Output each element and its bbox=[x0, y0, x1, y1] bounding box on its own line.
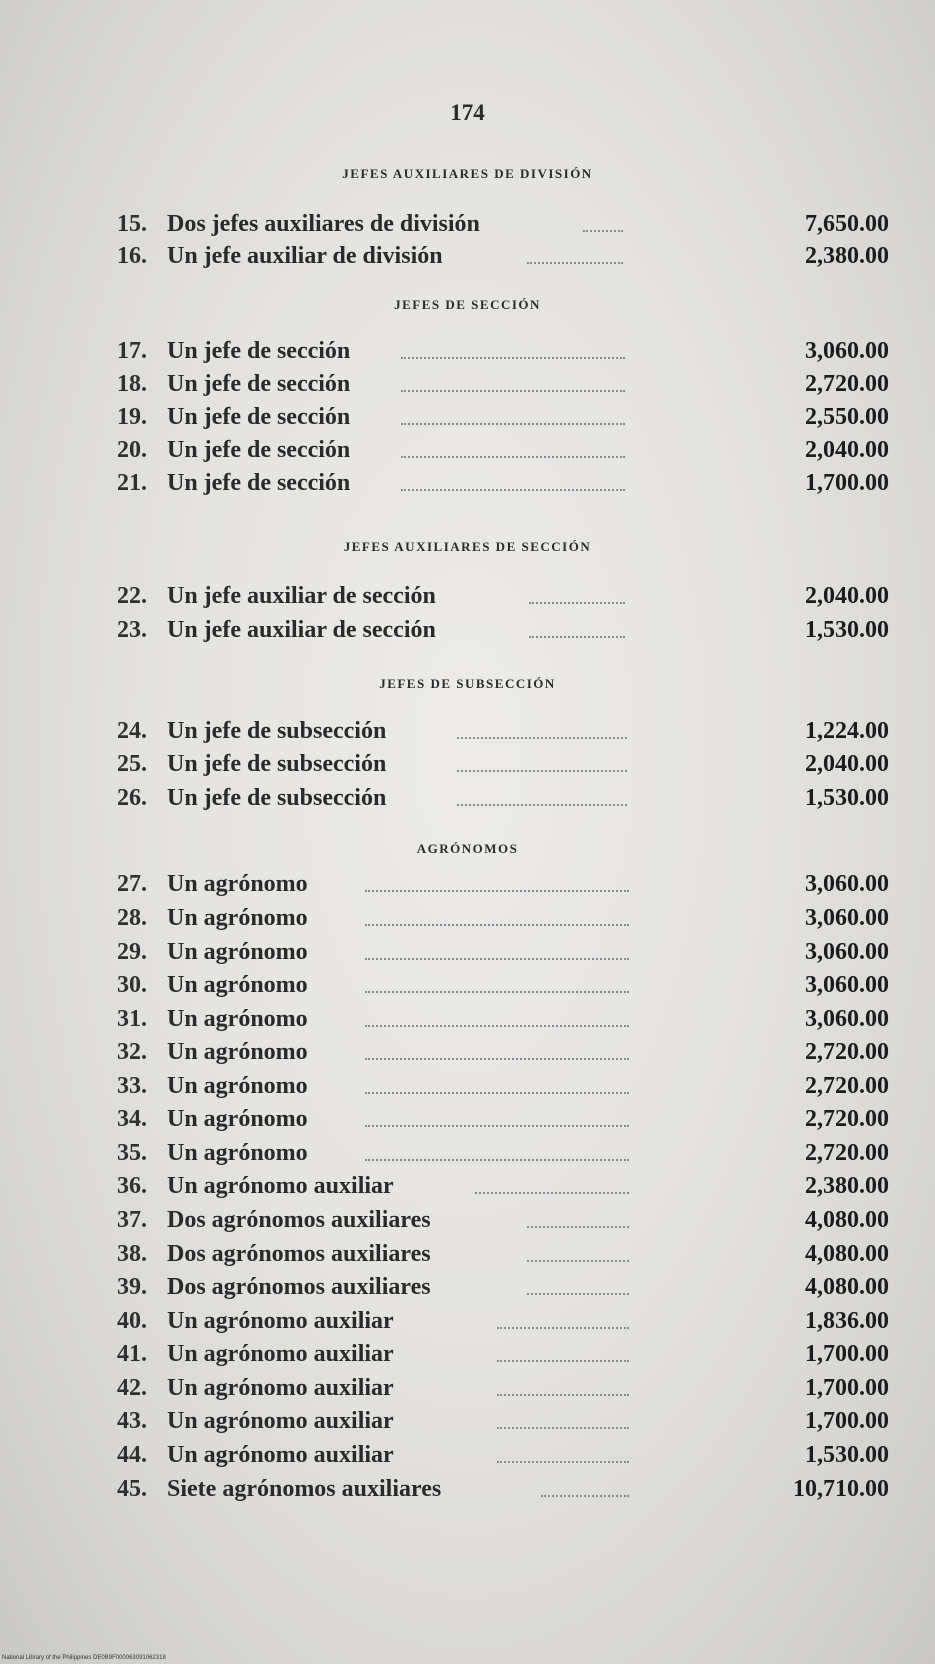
list-item bbox=[117, 868, 889, 900]
list-item bbox=[117, 902, 889, 934]
item-number: 37. bbox=[117, 1207, 147, 1233]
item-description: Un jefe de sección bbox=[167, 404, 351, 430]
item-amount: 1,700.00 bbox=[805, 1408, 889, 1434]
list-item bbox=[117, 1372, 889, 1404]
item-amount: 2,380.00 bbox=[805, 1173, 889, 1199]
item-number: 22. bbox=[117, 583, 147, 609]
dot-leader bbox=[527, 260, 623, 264]
item-number: 40. bbox=[117, 1308, 147, 1334]
item-amount: 1,530.00 bbox=[805, 1442, 889, 1468]
item-amount: 2,040.00 bbox=[805, 583, 889, 609]
list-item bbox=[117, 969, 889, 1001]
item-amount: 7,650.00 bbox=[805, 211, 889, 237]
list-item bbox=[117, 748, 889, 780]
item-description: Un agrónomo auxiliar bbox=[167, 1173, 394, 1199]
item-amount: 1,836.00 bbox=[805, 1308, 889, 1334]
item-amount: 2,720.00 bbox=[805, 1140, 889, 1166]
dot-leader bbox=[365, 1056, 629, 1060]
list-item bbox=[117, 1473, 889, 1505]
item-amount: 10,710.00 bbox=[793, 1476, 889, 1502]
item-number: 26. bbox=[117, 785, 147, 811]
item-amount: 4,080.00 bbox=[805, 1207, 889, 1233]
dot-leader bbox=[497, 1425, 629, 1429]
item-description: Un jefe auxiliar de división bbox=[167, 243, 443, 269]
item-description: Un jefe auxiliar de sección bbox=[167, 583, 436, 609]
item-description: Un agrónomo bbox=[167, 972, 308, 998]
item-amount: 3,060.00 bbox=[805, 871, 889, 897]
item-amount: 3,060.00 bbox=[805, 972, 889, 998]
list-item bbox=[117, 936, 889, 968]
dot-leader bbox=[497, 1392, 629, 1396]
list-item bbox=[117, 1271, 889, 1303]
item-description: Un agrónomo bbox=[167, 905, 308, 931]
section-heading-jefes-auxiliares-seccion: JEFES AUXILIARES DE SECCIÓN bbox=[343, 539, 592, 554]
item-description: Dos agrónomos auxiliares bbox=[167, 1207, 431, 1233]
item-number: 18. bbox=[117, 371, 147, 397]
item-amount: 1,700.00 bbox=[805, 1375, 889, 1401]
item-description: Un jefe de subsección bbox=[167, 785, 387, 811]
list-item bbox=[117, 1036, 889, 1068]
item-description: Un agrónomo bbox=[167, 939, 308, 965]
item-number: 19. bbox=[117, 404, 147, 430]
list-item bbox=[117, 401, 889, 433]
item-number: 24. bbox=[117, 718, 147, 744]
item-amount: 1,530.00 bbox=[805, 617, 889, 643]
item-description: Un agrónomo bbox=[167, 1006, 308, 1032]
item-amount: 3,060.00 bbox=[805, 1006, 889, 1032]
dot-leader bbox=[401, 421, 625, 425]
item-number: 31. bbox=[117, 1006, 147, 1032]
item-description: Dos agrónomos auxiliares bbox=[167, 1241, 431, 1267]
dot-leader bbox=[497, 1459, 629, 1463]
item-description: Siete agrónomos auxiliares bbox=[167, 1476, 442, 1502]
section-heading-jefes-seccion: JEFES DE SECCIÓN bbox=[394, 297, 541, 312]
dot-leader bbox=[527, 1291, 629, 1295]
item-description: Un agrónomo bbox=[167, 1039, 308, 1065]
item-amount: 2,040.00 bbox=[805, 751, 889, 777]
item-number: 20. bbox=[117, 437, 147, 463]
dot-leader bbox=[365, 1023, 629, 1027]
item-description: Dos jefes auxiliares de división bbox=[167, 211, 480, 237]
list-item bbox=[117, 434, 889, 466]
dot-leader bbox=[365, 1157, 629, 1161]
dot-leader bbox=[475, 1190, 629, 1194]
list-item bbox=[117, 208, 889, 240]
item-amount: 1,700.00 bbox=[805, 470, 889, 496]
item-number: 17. bbox=[117, 338, 147, 364]
list-item bbox=[117, 368, 889, 400]
item-description: Dos agrónomos auxiliares bbox=[167, 1274, 431, 1300]
page-number: 174 bbox=[450, 100, 485, 125]
item-number: 34. bbox=[117, 1106, 147, 1132]
item-amount: 1,224.00 bbox=[805, 718, 889, 744]
item-amount: 2,720.00 bbox=[805, 1073, 889, 1099]
list-item bbox=[117, 1405, 889, 1437]
item-amount: 3,060.00 bbox=[805, 338, 889, 364]
section-heading-jefes-subseccion: JEFES DE SUBSECCIÓN bbox=[379, 676, 556, 691]
item-amount: 3,060.00 bbox=[805, 905, 889, 931]
dot-leader bbox=[365, 956, 629, 960]
item-description: Un agrónomo bbox=[167, 1073, 308, 1099]
list-item bbox=[117, 1170, 889, 1202]
item-amount: 2,720.00 bbox=[805, 1106, 889, 1132]
item-description: Un jefe de subsección bbox=[167, 718, 387, 744]
item-description: Un agrónomo auxiliar bbox=[167, 1308, 394, 1334]
item-number: 27. bbox=[117, 871, 147, 897]
item-number: 41. bbox=[117, 1341, 147, 1367]
section-heading-agronomos: AGRÓNOMOS bbox=[416, 841, 519, 856]
item-amount: 2,720.00 bbox=[805, 371, 889, 397]
dot-leader bbox=[365, 1123, 629, 1127]
dot-leader bbox=[365, 989, 629, 993]
item-amount: 1,700.00 bbox=[805, 1341, 889, 1367]
item-description: Un jefe de sección bbox=[167, 338, 351, 364]
list-item bbox=[117, 1305, 889, 1337]
item-number: 42. bbox=[117, 1375, 147, 1401]
item-amount: 1,530.00 bbox=[805, 785, 889, 811]
list-item bbox=[117, 335, 889, 367]
item-number: 32. bbox=[117, 1039, 147, 1065]
item-amount: 2,380.00 bbox=[805, 243, 889, 269]
item-number: 36. bbox=[117, 1173, 147, 1199]
item-description: Un agrónomo auxiliar bbox=[167, 1442, 394, 1468]
list-item bbox=[117, 614, 889, 646]
list-item bbox=[117, 1103, 889, 1135]
dot-leader bbox=[401, 355, 625, 359]
dot-leader bbox=[529, 634, 625, 638]
item-description: Un agrónomo auxiliar bbox=[167, 1341, 394, 1367]
list-item bbox=[117, 1204, 889, 1236]
item-description: Un agrónomo bbox=[167, 871, 308, 897]
item-number: 15. bbox=[117, 211, 147, 237]
item-amount: 4,080.00 bbox=[805, 1241, 889, 1267]
list-item bbox=[117, 467, 889, 499]
dot-leader bbox=[527, 1224, 629, 1228]
item-description: Un jefe de sección bbox=[167, 437, 351, 463]
item-number: 43. bbox=[117, 1408, 147, 1434]
list-item bbox=[117, 1439, 889, 1471]
item-description: Un agrónomo bbox=[167, 1106, 308, 1132]
dot-leader bbox=[541, 1493, 629, 1497]
list-item bbox=[117, 580, 889, 612]
item-number: 28. bbox=[117, 905, 147, 931]
dot-leader bbox=[365, 1090, 629, 1094]
list-item bbox=[117, 1338, 889, 1370]
dot-leader bbox=[365, 922, 629, 926]
dot-leader bbox=[583, 228, 623, 232]
item-number: 35. bbox=[117, 1140, 147, 1166]
item-description: Un agrónomo auxiliar bbox=[167, 1408, 394, 1434]
list-item bbox=[117, 782, 889, 814]
dot-leader bbox=[457, 768, 627, 772]
dot-leader bbox=[529, 600, 625, 604]
item-amount: 2,720.00 bbox=[805, 1039, 889, 1065]
list-item bbox=[117, 1238, 889, 1270]
dot-leader bbox=[365, 888, 629, 892]
item-description: Un jefe de subsección bbox=[167, 751, 387, 777]
item-description: Un agrónomo bbox=[167, 1140, 308, 1166]
item-number: 25. bbox=[117, 751, 147, 777]
dot-leader bbox=[497, 1358, 629, 1362]
dot-leader bbox=[401, 487, 625, 491]
section-heading-jefes-auxiliares-division: JEFES AUXILIARES DE DIVISIÓN bbox=[342, 166, 593, 181]
dot-leader bbox=[401, 388, 625, 392]
item-amount: 2,040.00 bbox=[805, 437, 889, 463]
dot-leader bbox=[527, 1258, 629, 1262]
dot-leader bbox=[457, 802, 627, 806]
list-item bbox=[117, 1003, 889, 1035]
item-amount: 2,550.00 bbox=[805, 404, 889, 430]
item-number: 23. bbox=[117, 617, 147, 643]
list-item bbox=[117, 715, 889, 747]
library-footer: National Library of the Philippines DE0B9F000063091062318 bbox=[2, 1655, 166, 1661]
item-number: 33. bbox=[117, 1073, 147, 1099]
item-description: Un jefe de sección bbox=[167, 371, 351, 397]
dot-leader bbox=[457, 735, 627, 739]
dot-leader bbox=[497, 1325, 629, 1329]
list-item bbox=[117, 1137, 889, 1169]
item-number: 30. bbox=[117, 972, 147, 998]
item-amount: 3,060.00 bbox=[805, 939, 889, 965]
list-item bbox=[117, 1070, 889, 1102]
list-item bbox=[117, 240, 889, 272]
item-number: 39. bbox=[117, 1274, 147, 1300]
item-number: 21. bbox=[117, 470, 147, 496]
item-description: Un agrónomo auxiliar bbox=[167, 1375, 394, 1401]
item-amount: 4,080.00 bbox=[805, 1274, 889, 1300]
item-number: 16. bbox=[117, 243, 147, 269]
dot-leader bbox=[401, 454, 625, 458]
item-number: 29. bbox=[117, 939, 147, 965]
item-number: 44. bbox=[117, 1442, 147, 1468]
item-description: Un jefe auxiliar de sección bbox=[167, 617, 436, 643]
item-number: 45. bbox=[117, 1476, 147, 1502]
item-number: 38. bbox=[117, 1241, 147, 1267]
item-description: Un jefe de sección bbox=[167, 470, 351, 496]
